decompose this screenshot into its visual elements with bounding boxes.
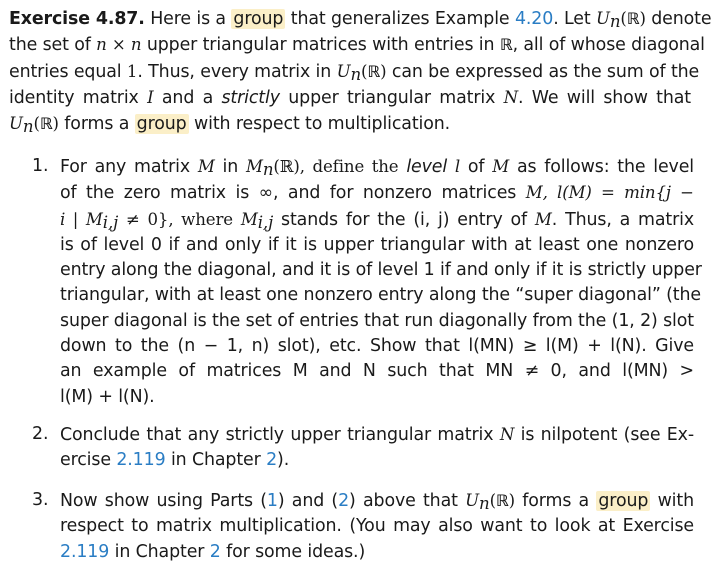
intro-text: , all of whose diagonal	[512, 35, 705, 56]
intro-text: forms a	[64, 114, 130, 135]
group-highlight[interactable]: group	[136, 114, 187, 135]
part-text: in Chapter	[170, 450, 261, 471]
strictly-emphasis: strictly	[221, 87, 280, 108]
part-text: in Chapter	[114, 541, 205, 562]
intro-text: Here is a	[150, 9, 226, 29]
part-3-line: respect to matrix multiplication. (You may also want to look at Exercise	[60, 516, 694, 537]
part-3-line: Now show using Parts (1) and (2) above that $U_n(ℝ)$ forms a group with	[60, 491, 694, 513]
part-3-body	[60, 488, 694, 565]
group-highlight[interactable]: group	[233, 9, 284, 29]
part-text: for some ideas.)	[226, 541, 366, 562]
math-M: M	[197, 157, 215, 176]
example-link[interactable]: 4.20	[514, 9, 554, 29]
exercise-link[interactable]: 2.119	[60, 541, 110, 562]
math-sub-n: n	[262, 160, 274, 179]
part-1-line: entry along the diagonal, and it is of level 1 if and only if it is strictly upper	[60, 260, 702, 281]
part-1-body	[60, 154, 702, 410]
math-M: M	[240, 209, 258, 229]
math-I: I	[147, 87, 154, 107]
part-1-link[interactable]: 1	[266, 491, 278, 511]
reals-symbol: ℝ	[39, 114, 53, 134]
math-U: U	[595, 9, 610, 28]
intro-line-4	[9, 85, 691, 111]
part-text: ercise	[60, 450, 111, 471]
part-2-line	[60, 448, 694, 473]
reals-symbol: ℝ	[626, 9, 640, 28]
part-1-line: down to the (n − 1, n) slot), etc. Show that l(MN) ≥ l(M) + l(N). Give	[60, 336, 694, 357]
math-U: U	[336, 61, 351, 81]
intro-text: can be expressed as the sum of the	[391, 61, 700, 82]
part-1-line: an example of matrices M and N such that MN ≠ 0, and l(MN) >	[60, 361, 694, 382]
part-text: in	[222, 157, 239, 177]
intro-text: that generalizes Example	[290, 9, 510, 29]
part-2-body	[60, 422, 694, 474]
intro-text: the set of	[9, 35, 91, 56]
intro-text: . We will show that	[518, 87, 691, 108]
part-text: Now show using Parts (	[60, 491, 267, 511]
intro-text: . Thus, every matrix in	[137, 61, 332, 82]
part-2-line	[60, 422, 694, 448]
part-1-line: super diagonal is the set of entries that run diagonally from the (1, 2) slot	[60, 310, 694, 331]
part-text: Conclude that any strictly upper triangular matrix	[60, 425, 494, 445]
part-text: ) and (	[277, 491, 339, 511]
math-M: M	[245, 157, 263, 176]
math-M: M	[492, 157, 510, 176]
reals-symbol: ℝ	[367, 61, 381, 81]
intro-text: entries equal	[9, 61, 122, 82]
part-1-line	[60, 207, 694, 233]
math-sub-n: n	[478, 494, 490, 513]
part-text: as follows: the level	[516, 157, 694, 177]
intro-text: . Let	[553, 9, 591, 29]
intro-text: denote	[651, 9, 711, 29]
part-1-line	[60, 154, 694, 180]
intro-text: and a	[161, 87, 214, 108]
part-text: of	[467, 157, 485, 177]
level-emphasis: level	[406, 157, 448, 177]
part-number: 2.	[32, 424, 49, 444]
math-U: U	[9, 114, 23, 134]
intro-line-5: $U_n(ℝ)$ forms a group with respect to multiplication.	[9, 114, 451, 137]
part-text: is nilpotent (see Ex-	[520, 425, 694, 445]
intro-text: with respect to multiplication.	[194, 114, 451, 135]
math-condition: i | M	[60, 209, 103, 229]
intro-line-3: entries equal 1. Thus, every matrix in $U_n(ℝ)$ can be expressed as the sum of the	[9, 61, 700, 84]
part-text: . Thus, a matrix	[551, 209, 694, 230]
math-sub-n: n	[609, 12, 621, 31]
chapter-link[interactable]: 2	[266, 450, 278, 471]
math-U: U	[465, 491, 479, 510]
intro-text: upper triangular matrix	[288, 87, 496, 108]
exercise-intro	[9, 6, 711, 137]
chapter-link[interactable]: 2	[209, 541, 221, 562]
math-N: N	[499, 425, 515, 444]
math-level-def: , l(M) = min{j −	[542, 183, 694, 203]
part-text: of the zero matrix is ∞, and for nonzero matrices	[60, 183, 517, 204]
intro-text: identity matrix	[9, 87, 139, 108]
part-text: For any matrix	[60, 157, 190, 177]
part-2-link[interactable]: 2	[338, 491, 350, 511]
part-number: 3.	[32, 490, 49, 510]
part-text: ) above that	[349, 491, 458, 511]
part-text: (ℝ), define the	[273, 157, 399, 176]
intro-line-1: Exercise 4.87. Here is a group that generalizes Example 4.20. Let $U_n(ℝ)$ denote	[9, 9, 711, 31]
math-l: l	[454, 157, 461, 176]
math-sub-ij: i,j	[257, 212, 274, 232]
part-number: 1.	[32, 156, 49, 176]
intro-text: upper triangular matrices with entries in	[146, 35, 495, 56]
part-1-line: is of level 0 if and only if it is upper triangular with at least one nonzero	[60, 234, 694, 255]
part-1-line	[60, 180, 694, 206]
part-1-line: triangular, with at least one nonzero entry along the “super diagonal” (the	[60, 285, 701, 306]
part-1-line: l(M) + l(N).	[60, 386, 155, 407]
exercise-label: Exercise 4.87.	[9, 9, 145, 29]
reals-symbol: ℝ	[499, 35, 513, 55]
math-sub-ij: i,j	[102, 212, 119, 232]
math-sub-n: n	[22, 117, 34, 137]
math-n-times-n: n × n	[96, 35, 142, 55]
intro-line-2	[9, 32, 705, 58]
part-text: ≠ 0}, where	[126, 209, 233, 229]
math-sub-n: n	[350, 64, 362, 84]
group-highlight[interactable]: group	[598, 491, 649, 511]
math-one: 1	[126, 61, 138, 81]
part-text: forms a	[522, 491, 590, 511]
part-text: ).	[277, 450, 290, 471]
part-3-line	[60, 540, 694, 565]
math-M: M	[534, 209, 552, 229]
reals-symbol: ℝ	[495, 491, 509, 510]
exercise-link[interactable]: 2.119	[116, 450, 166, 471]
part-text: stands for the (i, j) entry of	[281, 209, 528, 230]
part-text: with	[657, 491, 694, 511]
math-N: N	[503, 87, 519, 107]
math-M: M	[525, 183, 543, 203]
